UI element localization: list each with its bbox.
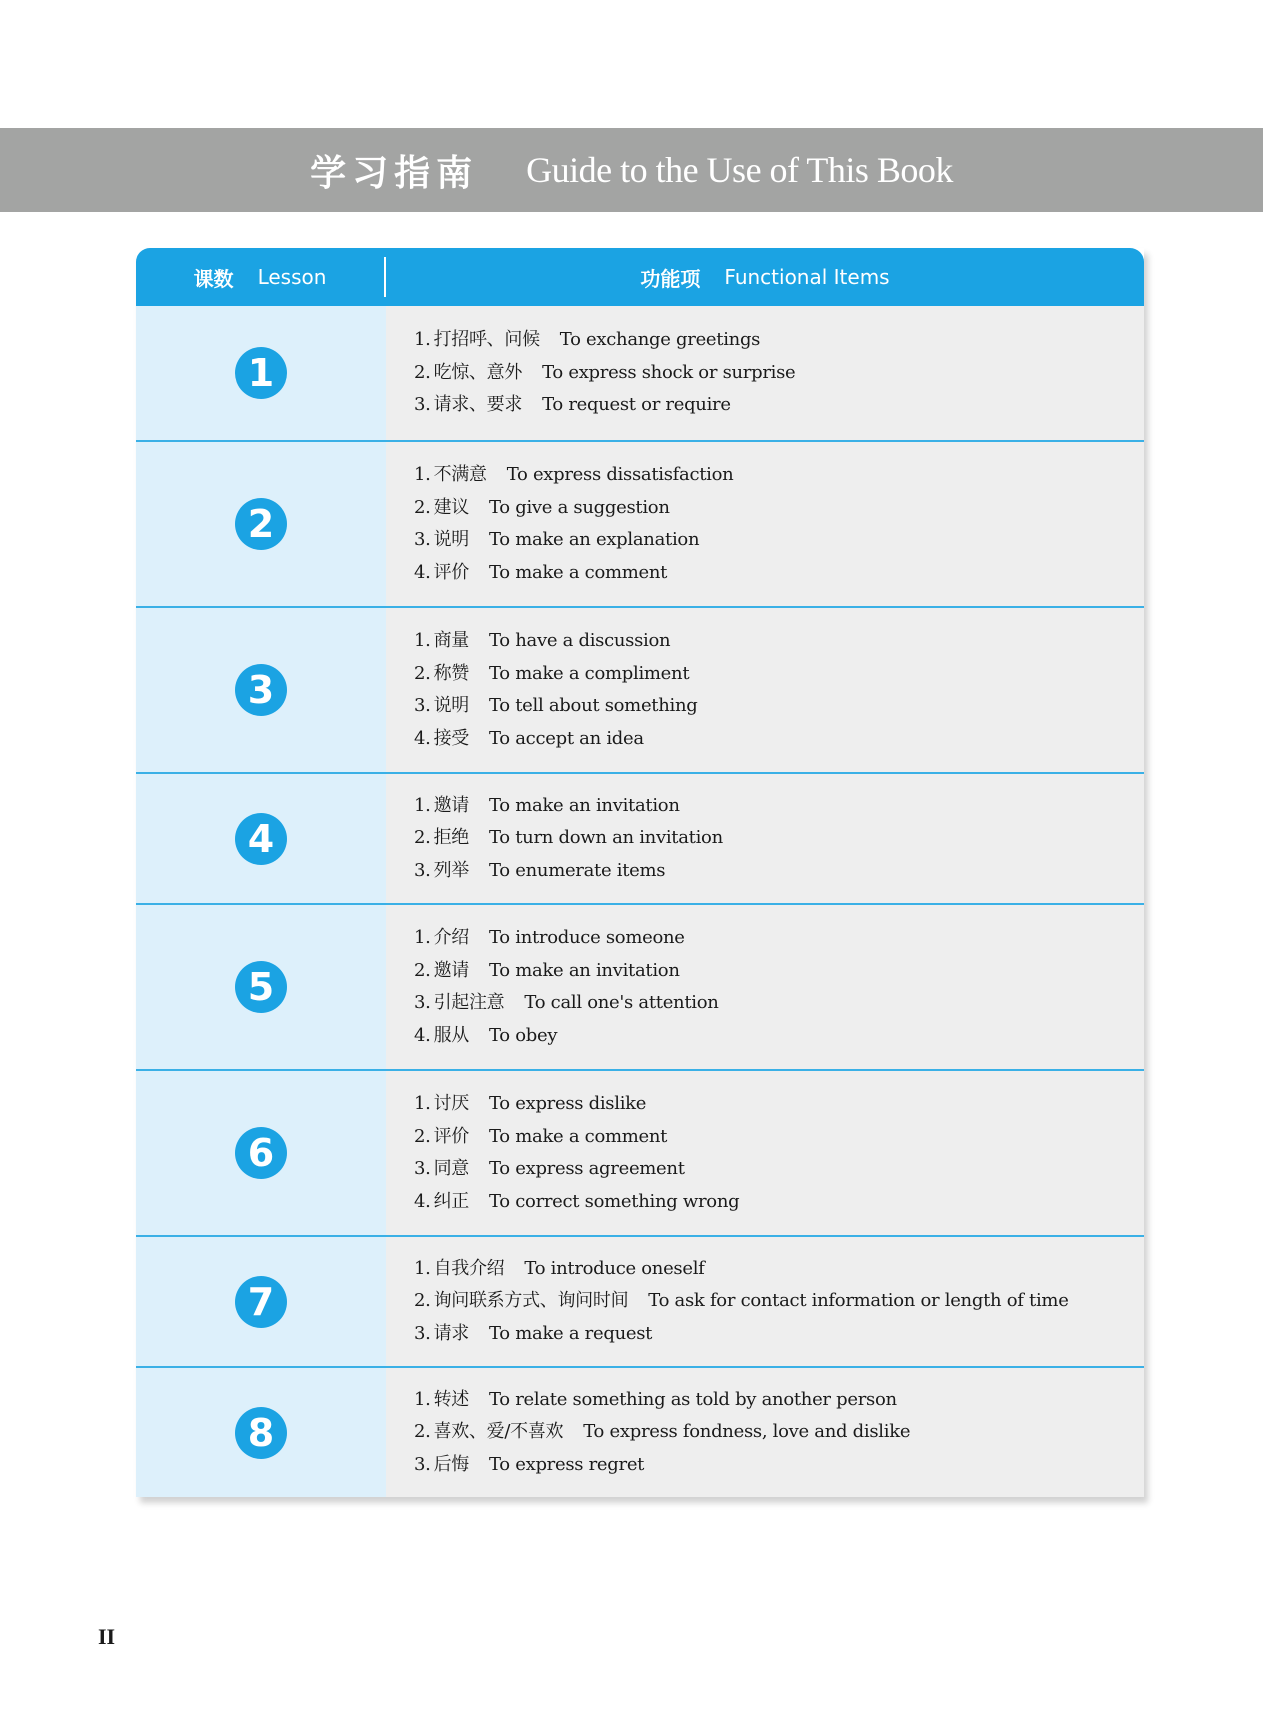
- item-number: 3.: [414, 859, 431, 881]
- lesson-cell: [136, 442, 386, 606]
- item-chinese: 邀请: [433, 794, 469, 816]
- item-number: 1.: [414, 1093, 431, 1114]
- lesson-cell: [136, 905, 386, 1069]
- item-chinese: 不满意: [433, 464, 487, 485]
- table-row: [136, 1069, 1144, 1235]
- item-chinese: 接受: [433, 727, 469, 749]
- item-chinese: 喜欢、爱/不喜欢: [433, 1421, 564, 1443]
- item-english: To make an invitation: [488, 794, 680, 816]
- list-item: [414, 1186, 1144, 1219]
- item-chinese: 引起注意: [433, 992, 505, 1013]
- item-english: To exchange greetings: [559, 329, 761, 351]
- item-number: 3.: [414, 529, 431, 550]
- list-item: [414, 1153, 1144, 1186]
- item-number: 2.: [414, 662, 431, 684]
- item-number: 1.: [414, 794, 431, 816]
- item-english: To express dislike: [488, 1093, 647, 1114]
- item-english: To make an explanation: [488, 529, 700, 550]
- item-english: To give a suggestion: [488, 496, 670, 518]
- table-row: [136, 440, 1144, 606]
- functional-items-table: [136, 248, 1144, 1497]
- item-number: 1.: [414, 1388, 431, 1410]
- list-item: [414, 459, 1144, 492]
- item-english: To turn down an invitation: [488, 827, 723, 849]
- list-item: [414, 1121, 1144, 1154]
- item-chinese: 介绍: [433, 927, 469, 948]
- item-chinese: 请求: [433, 1322, 469, 1344]
- functional-items-cell: [386, 306, 1144, 440]
- functional-items-cell: [386, 1071, 1144, 1235]
- lesson-cell: [136, 306, 386, 440]
- item-english: To make a request: [488, 1322, 653, 1344]
- lesson-cell: [136, 1368, 386, 1497]
- item-chinese: 自我介绍: [433, 1257, 505, 1279]
- item-chinese: 服从: [433, 1024, 469, 1046]
- item-english: To ask for contact information or length of time: [648, 1290, 1069, 1312]
- list-item: [414, 389, 1144, 422]
- table-row: [136, 1235, 1144, 1366]
- item-english: To introduce someone: [488, 927, 685, 948]
- item-number: 3.: [414, 394, 431, 416]
- item-number: 3.: [414, 695, 431, 716]
- page-title-english: Guide to the Use of This Book: [526, 150, 953, 190]
- table-row: [136, 903, 1144, 1069]
- item-english: To express shock or surprise: [542, 361, 796, 383]
- item-english: To accept an idea: [488, 727, 644, 749]
- item-english: To make a comment: [488, 1125, 668, 1147]
- item-chinese: 拒绝: [433, 827, 469, 849]
- functional-header-chinese: 功能项: [640, 266, 701, 291]
- item-chinese: 讨厌: [433, 1093, 469, 1114]
- item-english: To make an invitation: [488, 959, 680, 981]
- list-item: [414, 1020, 1144, 1053]
- table-row: [136, 306, 1144, 440]
- list-item: [414, 987, 1144, 1020]
- item-chinese: 转述: [433, 1388, 469, 1410]
- item-english: To have a discussion: [488, 630, 671, 651]
- list-item: [414, 357, 1144, 390]
- functional-items-cell: [386, 905, 1144, 1069]
- list-item: [414, 955, 1144, 988]
- lesson-number-badge: 6: [235, 1127, 287, 1179]
- item-chinese: 评价: [433, 561, 469, 583]
- item-chinese: 称赞: [433, 662, 469, 684]
- item-chinese: 商量: [433, 630, 469, 651]
- list-item: [414, 625, 1144, 658]
- item-chinese: 同意: [433, 1158, 469, 1179]
- item-number: 2.: [414, 1290, 431, 1312]
- item-number: 1.: [414, 464, 431, 485]
- item-number: 3.: [414, 1322, 431, 1344]
- table-row: [136, 772, 1144, 903]
- item-number: 1.: [414, 630, 431, 651]
- item-number: 1.: [414, 1257, 431, 1279]
- lesson-number-badge: 7: [235, 1276, 287, 1328]
- lesson-header-english: Lesson: [257, 265, 327, 289]
- list-item: [414, 1449, 1144, 1482]
- item-number: 3.: [414, 1158, 431, 1179]
- item-english: To make a compliment: [488, 662, 690, 684]
- functional-items-cell: [386, 1237, 1144, 1366]
- functional-items-cell: [386, 608, 1144, 772]
- functional-items-cell: [386, 1368, 1144, 1497]
- item-english: To express regret: [488, 1453, 645, 1475]
- item-chinese: 列举: [433, 859, 469, 881]
- list-item: [414, 524, 1144, 557]
- list-item: [414, 1088, 1144, 1121]
- item-english: To call one's attention: [524, 992, 719, 1013]
- item-number: 4.: [414, 1024, 431, 1046]
- lesson-number-badge: 3: [235, 664, 287, 716]
- list-item: [414, 822, 1144, 855]
- list-item: [414, 790, 1144, 823]
- table-row: [136, 606, 1144, 772]
- page-number: II: [98, 1624, 116, 1649]
- list-item: [414, 1416, 1144, 1449]
- item-number: 4.: [414, 727, 431, 749]
- lesson-number-badge: 4: [235, 813, 287, 865]
- lesson-number-badge: 8: [235, 1407, 287, 1459]
- item-chinese: 请求、要求: [433, 394, 523, 416]
- item-chinese: 说明: [433, 695, 469, 716]
- item-chinese: 评价: [433, 1125, 469, 1147]
- item-english: To request or require: [542, 394, 731, 416]
- lesson-cell: [136, 774, 386, 903]
- item-number: 2.: [414, 496, 431, 518]
- lesson-number-badge: 1: [235, 347, 287, 399]
- table-header: [136, 248, 1144, 306]
- item-english: To express agreement: [488, 1158, 685, 1179]
- item-chinese: 建议: [433, 496, 469, 518]
- title-bar: [0, 128, 1263, 212]
- list-item: [414, 723, 1144, 756]
- list-item: [414, 1384, 1144, 1417]
- lesson-number-badge: 5: [235, 961, 287, 1013]
- page-title-chinese: 学习指南: [310, 152, 479, 194]
- item-number: 3.: [414, 1453, 431, 1475]
- item-english: To express dissatisfaction: [506, 464, 734, 485]
- list-item: [414, 658, 1144, 691]
- item-english: To express fondness, love and dislike: [583, 1421, 911, 1443]
- list-item: [414, 492, 1144, 525]
- item-number: 2.: [414, 361, 431, 383]
- item-number: 4.: [414, 561, 431, 583]
- item-english: To enumerate items: [488, 859, 666, 881]
- item-english: To correct something wrong: [488, 1190, 740, 1212]
- item-english: To make a comment: [488, 561, 668, 583]
- item-number: 2.: [414, 1421, 431, 1443]
- item-number: 4.: [414, 1190, 431, 1212]
- item-english: To tell about something: [488, 695, 698, 716]
- lesson-number-badge: 2: [235, 498, 287, 550]
- item-number: 2.: [414, 959, 431, 981]
- list-item: [414, 855, 1144, 888]
- list-item: [414, 557, 1144, 590]
- item-number: 1.: [414, 927, 431, 948]
- list-item: [414, 1318, 1144, 1351]
- list-item: [414, 1253, 1144, 1286]
- item-english: To obey: [488, 1024, 558, 1046]
- item-number: 3.: [414, 992, 431, 1013]
- item-chinese: 邀请: [433, 959, 469, 981]
- item-number: 1.: [414, 329, 431, 351]
- lesson-cell: [136, 1237, 386, 1366]
- functional-items-column-header: [386, 263, 1144, 292]
- item-english: To introduce oneself: [524, 1257, 705, 1279]
- table-body: [136, 306, 1144, 1497]
- functional-header-english: Functional Items: [724, 265, 890, 289]
- item-chinese: 打招呼、问候: [433, 329, 540, 351]
- item-chinese: 吃惊、意外: [433, 361, 523, 383]
- table-row: [136, 1366, 1144, 1497]
- item-chinese: 后悔: [433, 1453, 469, 1475]
- lesson-cell: [136, 1071, 386, 1235]
- list-item: [414, 690, 1144, 723]
- item-chinese: 说明: [433, 529, 469, 550]
- item-number: 2.: [414, 1125, 431, 1147]
- lesson-header-chinese: 课数: [193, 266, 234, 291]
- list-item: [414, 1285, 1144, 1318]
- lesson-column-header: [136, 257, 386, 297]
- functional-items-cell: [386, 442, 1144, 606]
- list-item: [414, 324, 1144, 357]
- functional-items-cell: [386, 774, 1144, 903]
- item-number: 2.: [414, 827, 431, 849]
- list-item: [414, 922, 1144, 955]
- item-english: To relate something as told by another person: [488, 1388, 897, 1410]
- item-chinese: 纠正: [433, 1190, 469, 1212]
- lesson-cell: [136, 608, 386, 772]
- item-chinese: 询问联系方式、询问时间: [433, 1290, 629, 1312]
